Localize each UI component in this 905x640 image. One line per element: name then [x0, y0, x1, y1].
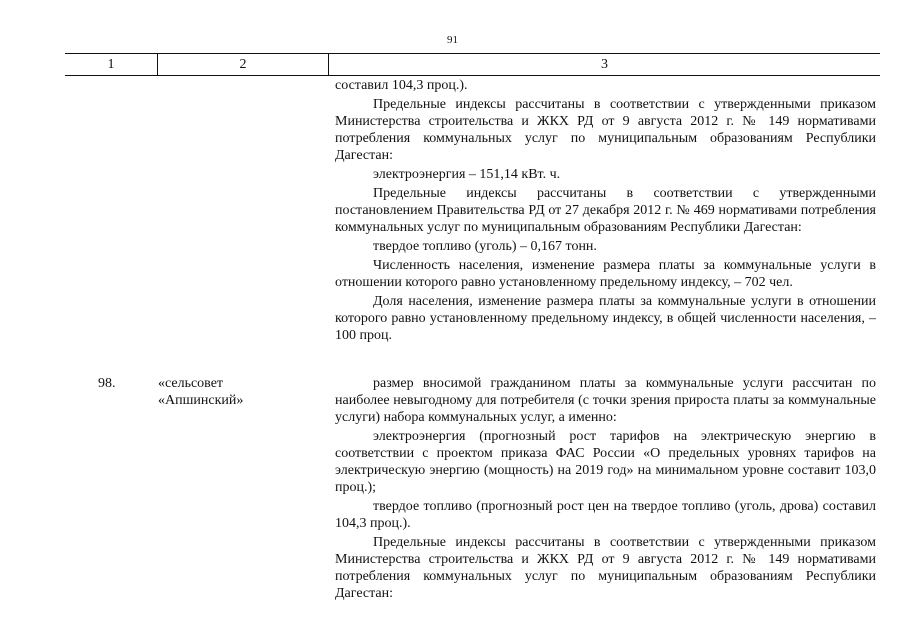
row-number: 98.: [98, 376, 116, 391]
paragraph: составил 104,3 проц.).: [335, 78, 468, 93]
table-header-row: [65, 53, 880, 76]
paragraph: электроэнергия – 151,14 кВт. ч.: [373, 167, 561, 182]
continued-text-block: [335, 77, 876, 346]
row-98-text-block: [335, 375, 876, 604]
paragraph: Предельные индексы рассчитаны в соответствии с утвержденными постановлением Правительства РД от 27 декабря 2012 г. № 469 нормативами потребления коммунальных услуг по муниципальным образованиям Республики Дагестан:: [335, 186, 876, 235]
municipality-name: [158, 375, 328, 409]
paragraph: размер вносимой гражданином платы за коммунальные услуги рассчитан по наиболее невыгодному для потребителя (с точки зрения прироста платы за коммунальные услуги) набора коммунальных услуг, а именно:: [335, 376, 876, 425]
municipality-name-line-1: «сельсовет: [158, 376, 224, 391]
paragraph: Численность населения, изменение размера платы за коммунальные услуги в отношении которого равно установленному предельному индексу, – 702 чел.: [335, 258, 876, 290]
page-number: 91: [447, 34, 458, 46]
paragraph: твердое топливо (прогнозный рост цен на твердое топливо (уголь, дрова) составил 104,3 проц.).: [335, 499, 876, 531]
paragraph: Предельные индексы рассчитаны в соответствии с утвержденными приказом Министерства строительства и ЖКХ РД от 9 августа 2012 г. № 149 нормативами потребления коммунальных услуг по муниципальным образованиям Республики Дагестан:: [335, 535, 876, 601]
paragraph: электроэнергия (прогнозный рост тарифов на электрическую энергию в соответствии с проектом приказа ФАС России «О предельных уровнях тарифов на электрическую энергию (мощность) на 2019 год» на минимальном уровне составит 103,0 проц.);: [335, 429, 876, 495]
paragraph: Предельные индексы рассчитаны в соответствии с утвержденными приказом Министерства строительства и ЖКХ РД от 9 августа 2012 г. № 149 нормативами потребления коммунальных услуг по муниципальным образованиям Республики Дагестан:: [335, 97, 876, 163]
municipality-name-line-2: «Апшинский»: [158, 393, 244, 408]
header-col-3: 3: [601, 57, 608, 72]
header-col-1: 1: [65, 54, 158, 75]
paragraph: твердое топливо (уголь) – 0,167 тонн.: [373, 239, 597, 254]
paragraph: Доля населения, изменение размера платы за коммунальные услуги в отношении которого равно установленному предельному индексу, в общей численности населения, – 100 проц.: [335, 294, 876, 343]
header-col-2: 2: [158, 54, 329, 75]
